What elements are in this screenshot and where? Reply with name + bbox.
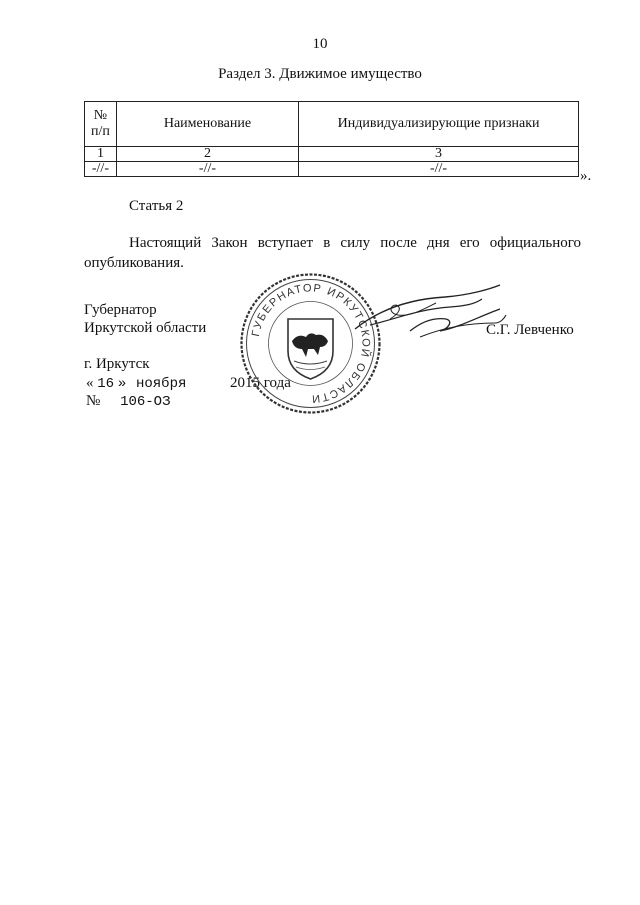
article-title: Статья 2 bbox=[129, 198, 184, 214]
number-value: 106-ОЗ bbox=[120, 394, 171, 410]
table-index-row bbox=[85, 147, 579, 162]
table-cell: -//- bbox=[116, 162, 298, 177]
column-header-number bbox=[85, 102, 117, 147]
signatory-title bbox=[84, 301, 206, 337]
signatory-title-line2: Иркутской области bbox=[84, 320, 207, 336]
article-paragraph: Настоящий Закон вступает в силу после дня его официального опубликования. bbox=[84, 235, 581, 271]
signing-date bbox=[86, 375, 186, 392]
table-cell: 1 bbox=[85, 147, 117, 162]
date-close-quote: » bbox=[117, 376, 127, 392]
date-day: 16 bbox=[97, 376, 115, 392]
table-row bbox=[85, 162, 579, 177]
place-of-signing: г. Иркутск bbox=[84, 356, 150, 372]
table-header-row bbox=[85, 102, 579, 147]
handwritten-signature-icon bbox=[350, 279, 510, 349]
movable-property-table bbox=[84, 101, 579, 177]
column-header-number-symbol: № bbox=[93, 108, 108, 123]
signatory-name: С.Г. Левченко bbox=[486, 322, 574, 338]
column-header-attributes: Индивидуализирующие признаки bbox=[299, 102, 579, 147]
law-number bbox=[86, 393, 170, 410]
date-open-quote: « bbox=[86, 375, 94, 391]
column-header-name: Наименование bbox=[116, 102, 298, 147]
table-cell: -//- bbox=[299, 162, 579, 177]
signatory-title-line1: Губернатор bbox=[84, 302, 157, 318]
closing-quote: ». bbox=[580, 168, 592, 184]
date-year: 2015 года bbox=[230, 375, 291, 391]
table-cell: -//- bbox=[85, 162, 117, 177]
table-cell: 3 bbox=[299, 147, 579, 162]
table-cell: 2 bbox=[116, 147, 298, 162]
column-header-number-label: п/п bbox=[91, 124, 110, 139]
page-number: 10 bbox=[312, 36, 328, 52]
number-symbol: № bbox=[86, 393, 101, 409]
section-title: Раздел 3. Движимое имущество bbox=[218, 66, 422, 82]
date-month: ноября bbox=[135, 376, 187, 392]
seal-text: ГУБЕРНАТОР ИРКУТСКОЙ ОБЛАСТИ bbox=[249, 282, 372, 405]
